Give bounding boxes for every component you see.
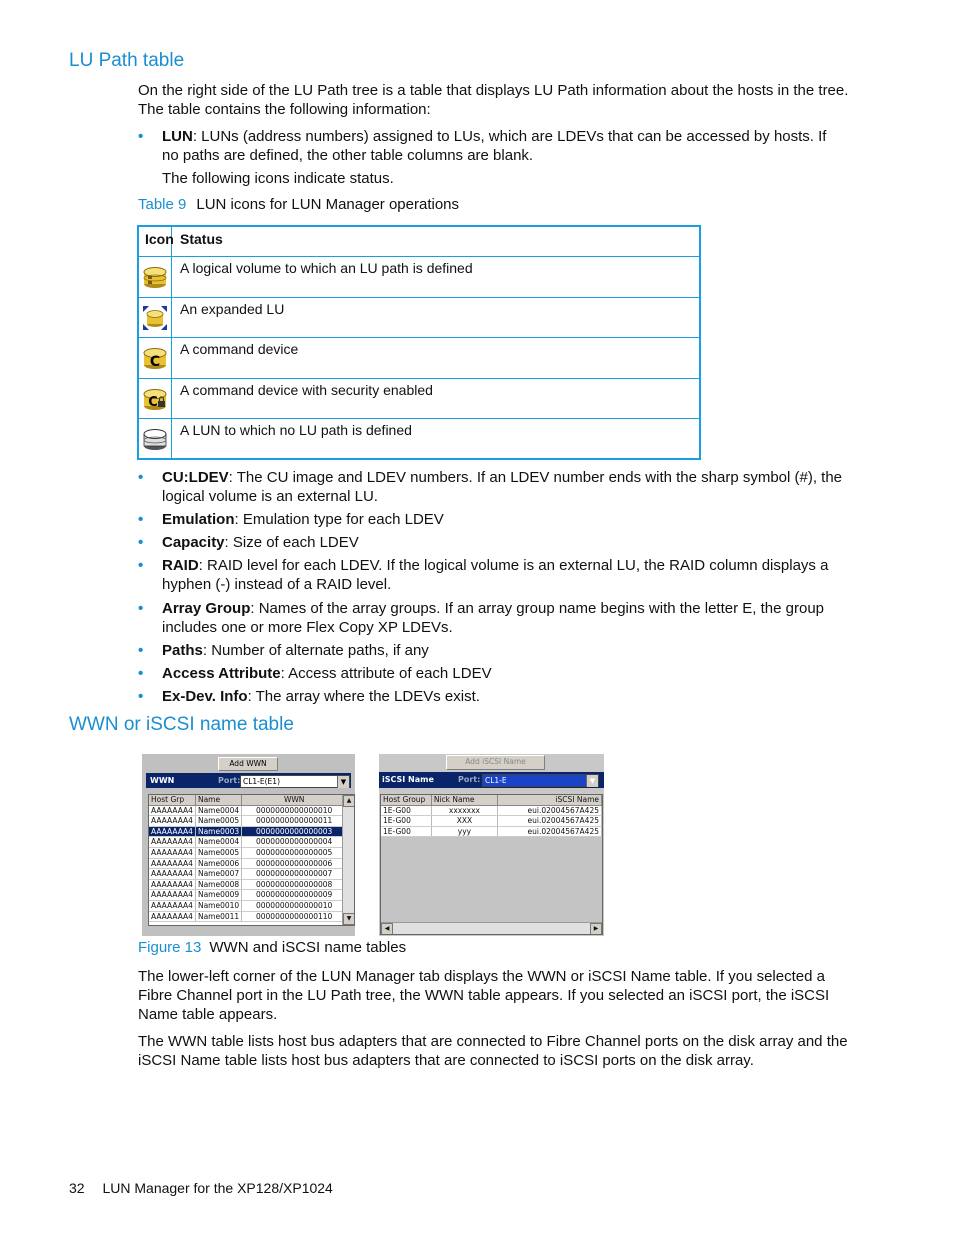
table-cell: eui.02004567A425 (498, 805, 602, 816)
table-cell: Name0004 (195, 805, 241, 816)
col-host-grp[interactable]: Host Grp (149, 795, 195, 805)
table-cell: AAAAAAA4 (149, 911, 195, 922)
table-cell: 0000000000000004 (242, 837, 347, 848)
lun-term: LUN (162, 128, 193, 145)
wwn-port-value: CL1-E(E1) (243, 777, 280, 786)
bullet-term: Capacity (162, 534, 225, 551)
wwn-table (148, 794, 355, 926)
col-iscsi-name[interactable]: iSCSI Name (498, 795, 602, 805)
col-wwn[interactable]: WWN (242, 795, 347, 805)
figure13-label: Figure 13 (138, 939, 202, 956)
table-cell: eui.02004567A425 (498, 826, 602, 837)
table-row (139, 378, 699, 418)
table-cell: 0000000000000011 (242, 816, 347, 827)
table-cell: AAAAAAA4 (149, 837, 195, 848)
col-icon-header: Icon (139, 227, 172, 256)
bullet-desc: : The CU image and LDEV numbers. If an LDEV number ends with the sharp symbol (#), the logical volume is an external LU. (162, 469, 843, 505)
table-row[interactable] (149, 805, 347, 816)
table-cell: 1E-G00 (381, 805, 431, 816)
wwn-port-label: Port: (218, 776, 241, 785)
table-header-row (139, 227, 699, 256)
table-cell: AAAAAAA4 (149, 900, 195, 911)
wwn-panel (142, 754, 355, 936)
scroll-right-icon[interactable]: ▶ (590, 923, 602, 935)
iscsi-title: iSCSI Name (382, 775, 434, 784)
wwn-iscsi-heading: WWN or iSCSI name table (69, 714, 294, 735)
table-cell: AAAAAAA4 (149, 826, 195, 837)
bullet-desc: : The array where the LDEVs exist. (247, 688, 480, 705)
table-cell: Name0003 (195, 826, 241, 837)
table-cell: 0000000000000003 (242, 826, 347, 837)
icons-note: The following icons indicate status. (162, 170, 394, 187)
status-text: A LUN to which no LU path is defined (180, 422, 412, 438)
bullet-term: Emulation (162, 511, 235, 528)
bullet-dot: • (138, 665, 144, 682)
undefined-lun-icon (139, 419, 172, 458)
table-row (139, 418, 699, 458)
scroll-up-icon[interactable]: ▲ (343, 795, 355, 807)
lun-bullet (138, 127, 843, 165)
table-row[interactable] (381, 805, 602, 816)
table-row[interactable] (149, 858, 347, 869)
table-row[interactable] (149, 847, 347, 858)
col-name[interactable]: Name (195, 795, 241, 805)
page-footer (69, 1180, 333, 1196)
table-cell: AAAAAAA4 (149, 869, 195, 880)
svg-text:C: C (148, 394, 158, 410)
table-row[interactable] (149, 911, 347, 922)
table-cell: Name0010 (195, 900, 241, 911)
col-nick-name[interactable]: Nick Name (431, 795, 497, 805)
add-iscsi-name-button[interactable]: Add iSCSI Name (446, 755, 545, 770)
list-item (138, 641, 843, 660)
table-row (139, 297, 699, 337)
iscsi-port-select[interactable] (482, 774, 599, 787)
table-cell: XXX (431, 816, 497, 827)
status-text: A command device with security enabled (180, 382, 433, 398)
figure13-caption (138, 939, 406, 956)
list-item (138, 664, 843, 683)
table-cell: Name0004 (195, 837, 241, 848)
table-cell: 0000000000000007 (242, 869, 347, 880)
table-row[interactable] (149, 890, 347, 901)
status-text: A command device (180, 341, 299, 357)
table-cell: 1E-G00 (381, 816, 431, 827)
table-cell: AAAAAAA4 (149, 805, 195, 816)
page-number: 32 (69, 1180, 85, 1196)
table-row[interactable] (149, 837, 347, 848)
list-item (138, 687, 843, 706)
chevron-down-icon[interactable]: ▼ (337, 776, 349, 788)
bullet-desc: : Size of each LDEV (224, 534, 359, 551)
table9-caption (138, 196, 459, 213)
wwn-paragraph-2: The WWN table lists host bus adapters that are connected to Fibre Channel ports on the disk array and the iSCSI Name table lists host bus adapters that are connected to iSCSI ports on the disk array. (138, 1033, 848, 1069)
bullet-desc: : Access attribute of each LDEV (280, 665, 492, 682)
table-cell: AAAAAAA4 (149, 890, 195, 901)
table-row[interactable] (149, 879, 347, 890)
bullet-desc: : RAID level for each LDEV. If the logical volume is an external LU, the RAID column displays a hyphen (-) instead of a RAID level. (162, 557, 829, 593)
list-item (138, 556, 843, 594)
table-cell: Name0005 (195, 816, 241, 827)
add-wwn-button[interactable]: Add WWN (218, 757, 278, 771)
table9-title: LUN icons for LUN Manager operations (196, 196, 459, 213)
command-device-icon (139, 338, 172, 378)
table-cell: Name0008 (195, 879, 241, 890)
bullet-term: Paths (162, 642, 203, 659)
wwn-port-select[interactable] (240, 775, 350, 788)
table-cell: Name0007 (195, 869, 241, 880)
table-cell: 0000000000000010 (242, 900, 347, 911)
bullet-dot: • (138, 534, 144, 551)
table-row[interactable] (381, 826, 602, 837)
iscsi-horizontal-scrollbar[interactable] (381, 922, 602, 934)
lu-path-table-heading: LU Path table (69, 50, 185, 71)
table-cell: AAAAAAA4 (149, 816, 195, 827)
table-row[interactable] (149, 826, 347, 837)
bullet-dot: • (138, 642, 144, 659)
bullet-desc: : Emulation type for each LDEV (234, 511, 444, 528)
lun-desc: : LUNs (address numbers) assigned to LUs, which are LDEVs that can be accessed by hosts. If no paths are defined, the other table columns are blank. (162, 128, 827, 164)
bullet-desc: : Number of alternate paths, if any (202, 642, 429, 659)
scroll-left-icon[interactable]: ◀ (381, 923, 393, 935)
intro-paragraph: On the right side of the LU Path tree is a table that displays LU Path information about the hosts in the tree. The table contains the following information: (138, 82, 849, 118)
table-row[interactable] (149, 816, 347, 827)
bullet-term: CU:LDEV (162, 469, 229, 486)
table-cell: AAAAAAA4 (149, 847, 195, 858)
wwn-title: WWN (150, 776, 175, 785)
bullet-term: Array Group (162, 600, 251, 617)
table-row[interactable] (381, 816, 602, 827)
bullet-desc: : Names of the array groups. If an array group name begins with the letter E, the group includes one or more Flex Copy XP LDEVs. (162, 600, 824, 636)
list-item (138, 599, 843, 637)
wwn-paragraph-1: The lower-left corner of the LUN Manager tab displays the WWN or iSCSI Name table. If you selected a Fibre Channel port in the LU Path tree, the WWN table appears. If you selected an iSCSI port, the iSCSI Name table appears. (138, 968, 830, 1023)
table-cell: 0000000000000006 (242, 858, 347, 869)
status-text: An expanded LU (180, 301, 285, 317)
table-cell: 1E-G00 (381, 826, 431, 837)
col-status-header: Status (180, 231, 223, 247)
bullet-term: RAID (162, 557, 199, 574)
table-cell: Name0009 (195, 890, 241, 901)
lun-icons-table (137, 225, 701, 460)
list-item (138, 533, 843, 552)
svg-text:C: C (149, 354, 161, 370)
status-text: A logical volume to which an LU path is defined (180, 260, 473, 276)
table-cell: 0000000000000110 (242, 911, 347, 922)
bullet-dot: • (138, 128, 144, 145)
iscsi-port-value: CL1-E (485, 776, 507, 785)
bullet-dot: • (138, 469, 144, 486)
wwn-vertical-scrollbar[interactable] (342, 795, 354, 925)
bullet-dot: • (138, 557, 144, 574)
list-item (138, 510, 843, 529)
table-cell: yyy (431, 826, 497, 837)
table-row[interactable] (149, 900, 347, 911)
list-item (138, 468, 843, 506)
bullet-dot: • (138, 511, 144, 528)
table-cell: Name0005 (195, 847, 241, 858)
footer-title: LUN Manager for the XP128/XP1024 (102, 1180, 333, 1196)
defined-lu-icon (139, 257, 172, 297)
table-cell: eui.02004567A425 (498, 816, 602, 827)
chevron-down-icon[interactable]: ▼ (586, 775, 598, 787)
bullet-term: Access Attribute (162, 665, 281, 682)
table-cell: Name0006 (195, 858, 241, 869)
figure13-title: WWN and iSCSI name tables (209, 939, 407, 956)
iscsi-port-label: Port: (458, 775, 481, 784)
col-host-group[interactable]: Host Group (381, 795, 431, 805)
expanded-lu-icon (139, 298, 172, 337)
scroll-down-icon[interactable]: ▼ (343, 913, 355, 925)
table-row (139, 337, 699, 378)
table-row[interactable] (149, 869, 347, 880)
table-cell: 0000000000000005 (242, 847, 347, 858)
bullet-dot: • (138, 688, 144, 705)
secure-command-device-icon (139, 379, 172, 418)
table-row (139, 256, 699, 297)
table-cell: xxxxxxx (431, 805, 497, 816)
table-cell: 0000000000000008 (242, 879, 347, 890)
iscsi-table (380, 794, 603, 935)
table-cell: AAAAAAA4 (149, 879, 195, 890)
table-cell: Name0011 (195, 911, 241, 922)
bullet-term: Ex-Dev. Info (162, 688, 248, 705)
table-cell: 0000000000000009 (242, 890, 347, 901)
table-cell: AAAAAAA4 (149, 858, 195, 869)
bullet-dot: • (138, 600, 144, 617)
table9-label: Table 9 (138, 196, 187, 213)
iscsi-panel (379, 754, 604, 936)
table-cell: 0000000000000010 (242, 805, 347, 816)
